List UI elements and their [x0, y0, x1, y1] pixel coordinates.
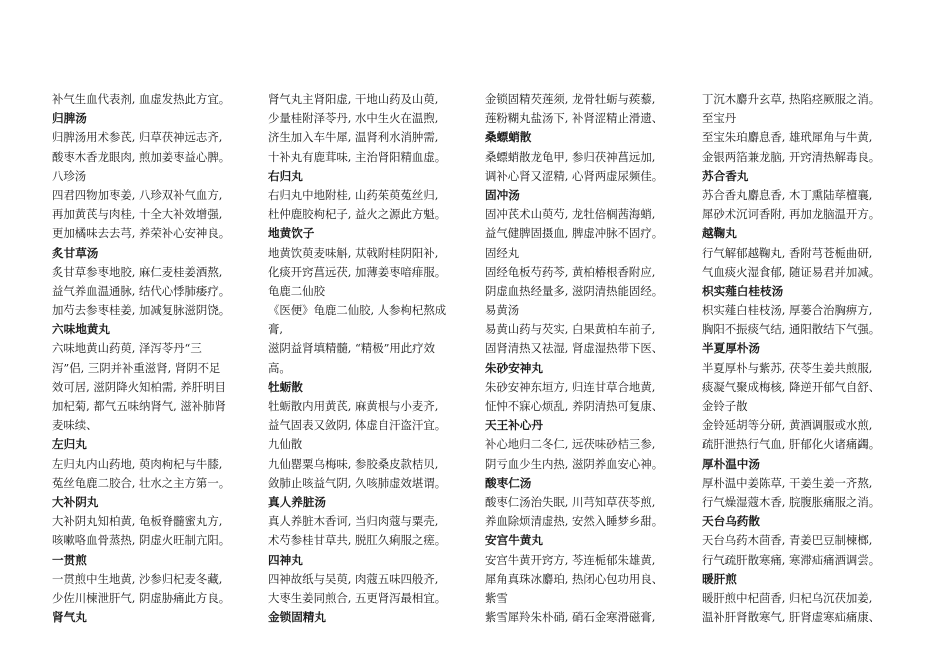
verse-line: 高。 — [268, 360, 291, 375]
verse-line: 咳嗽咯血骨蒸热, 阴虚火旺制亢阳。 — [52, 533, 231, 548]
verse-line: 补气生血代表剂, 血虚发热此方宜。 — [52, 92, 231, 106]
verse-line: 丁沉木麝升玄草, 热陷痉厥服之消。 — [702, 92, 881, 106]
verse-line: 九仙罂粟乌梅味, 参胶桑皮款桔贝, — [268, 456, 439, 471]
verse-line: 紫雪 — [485, 590, 508, 605]
text-column-1 — [52, 90, 252, 627]
verse-line: 酸枣木香龙眼肉, 煎加姜枣益心脾。 — [52, 149, 231, 164]
formula-heading: 六味地黄丸 — [52, 322, 110, 337]
verse-line: 金铃子散 — [702, 399, 748, 413]
verse-line: 效可居, 滋阴降火知柏需, 养肝明目 — [52, 379, 226, 394]
verse-line: 阴虚血热经量多, 滋阴清热能固经。 — [485, 283, 664, 298]
verse-line: 气血痰火湿食郁, 随证易君并加减。 — [702, 264, 881, 279]
verse-line: 紫雪犀羚朱朴硝, 硝石金寒滑磁膏, — [485, 610, 656, 625]
verse-line: 膏, — [268, 322, 284, 337]
formula-heading: 真人养脏汤 — [268, 494, 326, 509]
verse-line: 易黄汤 — [485, 303, 520, 318]
verse-line: 固冲芪术山萸芍, 龙牡倍榈茜海蛸, — [485, 207, 656, 222]
verse-line: 十补丸有鹿茸味, 主治肾阳精血虚。 — [268, 149, 447, 164]
formula-heading: 地黄饮子 — [268, 226, 315, 241]
verse-line: 暖肝煎中杞茴香, 归杞乌沉茯加姜, — [702, 590, 873, 605]
verse-line: 杜仲鹿胶枸杞子, 益火之源此方魁。 — [268, 207, 447, 222]
verse-line: 右归丸中地附桂, 山药茱萸菟丝归, — [268, 187, 439, 202]
verse-line: 真人养脏木香诃, 当归肉蔻与粟壳, — [268, 514, 439, 529]
verse-line: 酸枣仁汤治失眠, 川芎知草茯苓煎, — [485, 494, 656, 509]
text-column-2 — [268, 90, 468, 627]
formula-heading: 大补阴丸 — [52, 494, 99, 509]
formula-heading: 归脾汤 — [52, 111, 87, 126]
verse-line: 菟丝龟鹿二胶合, 壮水之主方第一。 — [52, 475, 231, 490]
formula-heading: 朱砂安神丸 — [485, 360, 543, 375]
verse-line: 莲粉糊丸盐汤下, 补肾涩精止滑遗、 — [485, 111, 664, 126]
formula-heading: 暖肝煎 — [702, 571, 737, 586]
formula-heading: 肾气丸 — [52, 610, 87, 625]
verse-line: 天台乌药木茴香, 青姜巴豆制楝榔, — [702, 533, 873, 548]
verse-line: 肾气丸主肾阳虚, 干地山药及山萸, — [268, 92, 439, 106]
verse-line: 怔忡不寐心烦乱, 养阴清热可复康、 — [485, 399, 664, 413]
verse-line: 四神故纸与吴萸, 肉蔻五味四般齐, — [268, 571, 439, 586]
verse-line: 朱砂安神东垣方, 归连甘草合地黄, — [485, 379, 656, 394]
verse-line: 牡蛎散内用黄芪, 麻黄根与小麦齐, — [268, 399, 439, 413]
verse-line: 益气健脾固摄血, 脾虚冲脉不固疗。 — [485, 226, 664, 241]
verse-line: 少量桂附泽苓丹, 水中生火在温煦, — [268, 111, 439, 126]
verse-line: 行气解郁越鞠丸, 香附芎苍栀曲研, — [702, 245, 873, 260]
verse-line: 泻”侣, 三阴并补重滋肾, 肾阴不足 — [52, 360, 221, 375]
verse-line: 左归丸内山药地, 萸肉枸杞与牛膝, — [52, 456, 223, 471]
verse-line: 大枣生姜同煎合, 五更肾泻最相宜。 — [268, 590, 447, 605]
verse-line: 化痰开窍菖远茯, 加薄姜枣喑痱服。 — [268, 264, 447, 279]
formula-heading: 半夏厚朴汤 — [702, 341, 760, 356]
verse-line: 滋阴益肾填精髓, “精极”用此疗效 — [268, 341, 435, 356]
verse-line: 更加橘味去去芎, 养荣补心安神良。 — [52, 226, 231, 241]
verse-line: 调补心肾又涩精, 心肾两虚尿频佳。 — [485, 168, 664, 183]
verse-line: 补心地归二冬仁, 远茯味砂桔三参, — [485, 437, 656, 452]
verse-line: 金铃延胡等分研, 黄酒调服或水煎, — [702, 418, 873, 433]
verse-line: 炙甘草参枣地胶, 麻仁麦桂姜酒熬, — [52, 264, 223, 279]
verse-line: 麦味续、 — [52, 418, 98, 433]
verse-line: 固经丸 — [485, 245, 520, 260]
verse-line: 半夏厚朴与紫苏, 茯苓生姜共煎服, — [702, 360, 873, 375]
formula-heading: 一贯煎 — [52, 552, 87, 567]
verse-line: 一贯煎中生地黄, 沙参归杞麦冬藏, — [52, 571, 223, 586]
verse-line: 《医便》龟鹿二仙胶, 人参枸杞熬成 — [268, 303, 447, 318]
formula-heading: 安宫牛黄丸 — [485, 533, 543, 548]
verse-line: 益气养血温通脉, 结代心悸肺痿疗。 — [52, 283, 231, 298]
verse-line: 犀砂术沉诃香附, 再加龙脑温开方。 — [702, 207, 881, 222]
text-column-4 — [702, 90, 902, 627]
verse-line: 温补肝肾散寒气, 肝肾虚寒疝痛康、 — [702, 610, 881, 625]
verse-line: 龟鹿二仙胶 — [268, 283, 325, 298]
verse-line: 加芍去参枣桂姜, 加减复脉滋阴饶。 — [52, 303, 231, 318]
formula-heading: 四神丸 — [268, 552, 303, 567]
formula-heading: 右归丸 — [268, 168, 303, 183]
verse-line: 少佐川楝泄肝气, 阴虚胁痛此方良。 — [52, 590, 231, 605]
text-column-3 — [485, 90, 685, 627]
formula-heading: 越鞠丸 — [702, 226, 737, 241]
verse-line: 加杞菊, 都气五味纳肾气, 滋补肺肾 — [52, 399, 226, 413]
formula-heading: 桑螵蛸散 — [485, 130, 532, 145]
verse-line: 固肾清热又祛湿, 肾虚湿热带下医、 — [485, 341, 664, 356]
verse-line: 大补阴丸知柏黄, 龟板脊髓蜜丸方, — [52, 514, 223, 529]
formula-heading: 厚朴温中汤 — [702, 456, 760, 471]
verse-line: 益气固表又敛阴, 体虚自汗盗汗宜。 — [268, 418, 447, 433]
verse-line: 再加黄芪与肉桂, 十全大补效增强, — [52, 207, 223, 222]
verse-line: 金锁固精芡莲须, 龙骨牡蛎与蒺藜, — [485, 92, 656, 106]
verse-line: 六味地黄山药萸, 泽泻苓丹“三 — [52, 341, 202, 356]
verse-line: 苏合香丸麝息香, 木丁熏陆荜檀襄, — [702, 187, 873, 202]
verse-line: 地黄饮萸麦味斛, 苁戟附桂阴阳补, — [268, 245, 439, 260]
verse-line: 易黄山药与芡实, 白果黄柏车前子, — [485, 322, 656, 337]
verse-line: 行气疏肝散寒痛, 寒滞疝痛酒调尝。 — [702, 552, 881, 567]
formula-heading: 炙甘草汤 — [52, 245, 99, 260]
verse-line: 至宝朱珀麝息香, 雄玳犀角与牛黄, — [702, 130, 873, 145]
verse-line: 桑螵蛸散龙龟甲, 参归茯神菖远加, — [485, 149, 656, 164]
verse-line: 痰凝气聚成梅核, 降逆开郁气自舒、 — [702, 379, 881, 394]
verse-line: 归脾汤用术参芪, 归草茯神远志齐, — [52, 130, 223, 145]
verse-line: 济生加入车牛犀, 温肾利水消肿需, — [268, 130, 439, 145]
verse-line: 厚朴温中姜陈草, 干姜生姜一齐熬, — [702, 475, 873, 490]
verse-line: 安宫牛黄开窍方, 芩连栀郁朱雄黄, — [485, 552, 656, 567]
formula-heading: 天王补心丹 — [485, 418, 543, 433]
verse-line: 四君四物加枣姜, 八珍双补气血方, — [52, 187, 223, 202]
verse-line: 敛肺止咳益气阴, 久咳肺虚效堪谓。 — [268, 475, 447, 490]
formula-heading: 金锁固精丸 — [268, 610, 326, 625]
verse-line: 枳实薤白桂枝汤, 厚蒌合治胸痹方, — [702, 303, 873, 318]
verse-line: 疏肝泄热行气血, 肝郁化火诸痛蠲。 — [702, 437, 881, 452]
verse-line: 九仙散 — [268, 437, 303, 452]
formula-heading: 牡蛎散 — [268, 379, 303, 394]
formula-heading: 天台乌药散 — [702, 514, 760, 529]
verse-line: 犀角真珠冰麝珀, 热闭心包功用良、 — [485, 571, 664, 586]
verse-line: 阴亏血少生内热, 滋阴养血安心神。 — [485, 456, 664, 471]
formula-heading: 固冲汤 — [485, 187, 520, 202]
verse-line: 金银两箔兼龙脑, 开窍清热解毒良。 — [702, 149, 881, 164]
verse-line: 八珍汤 — [52, 168, 87, 183]
verse-line: 至宝丹 — [702, 111, 737, 126]
verse-line: 行气燥湿蔻木香, 脘腹胀痛服之消。 — [702, 494, 881, 509]
verse-line: 胸阳不振痰气结, 通阳散结下气强。 — [702, 322, 881, 337]
verse-line: 术芍参桂甘草共, 脱肛久痢服之瘥。 — [268, 533, 447, 548]
formula-heading: 枳实薤白桂枝汤 — [702, 283, 784, 298]
verse-line: 固经龟板芍药芩, 黄柏椿根香附应, — [485, 264, 656, 279]
formula-heading: 酸枣仁汤 — [485, 475, 532, 490]
verse-line: 养血除烦清虚热, 安然入睡梦乡甜。 — [485, 514, 664, 529]
formula-heading: 苏合香丸 — [702, 168, 749, 183]
formula-heading: 左归丸 — [52, 437, 87, 452]
